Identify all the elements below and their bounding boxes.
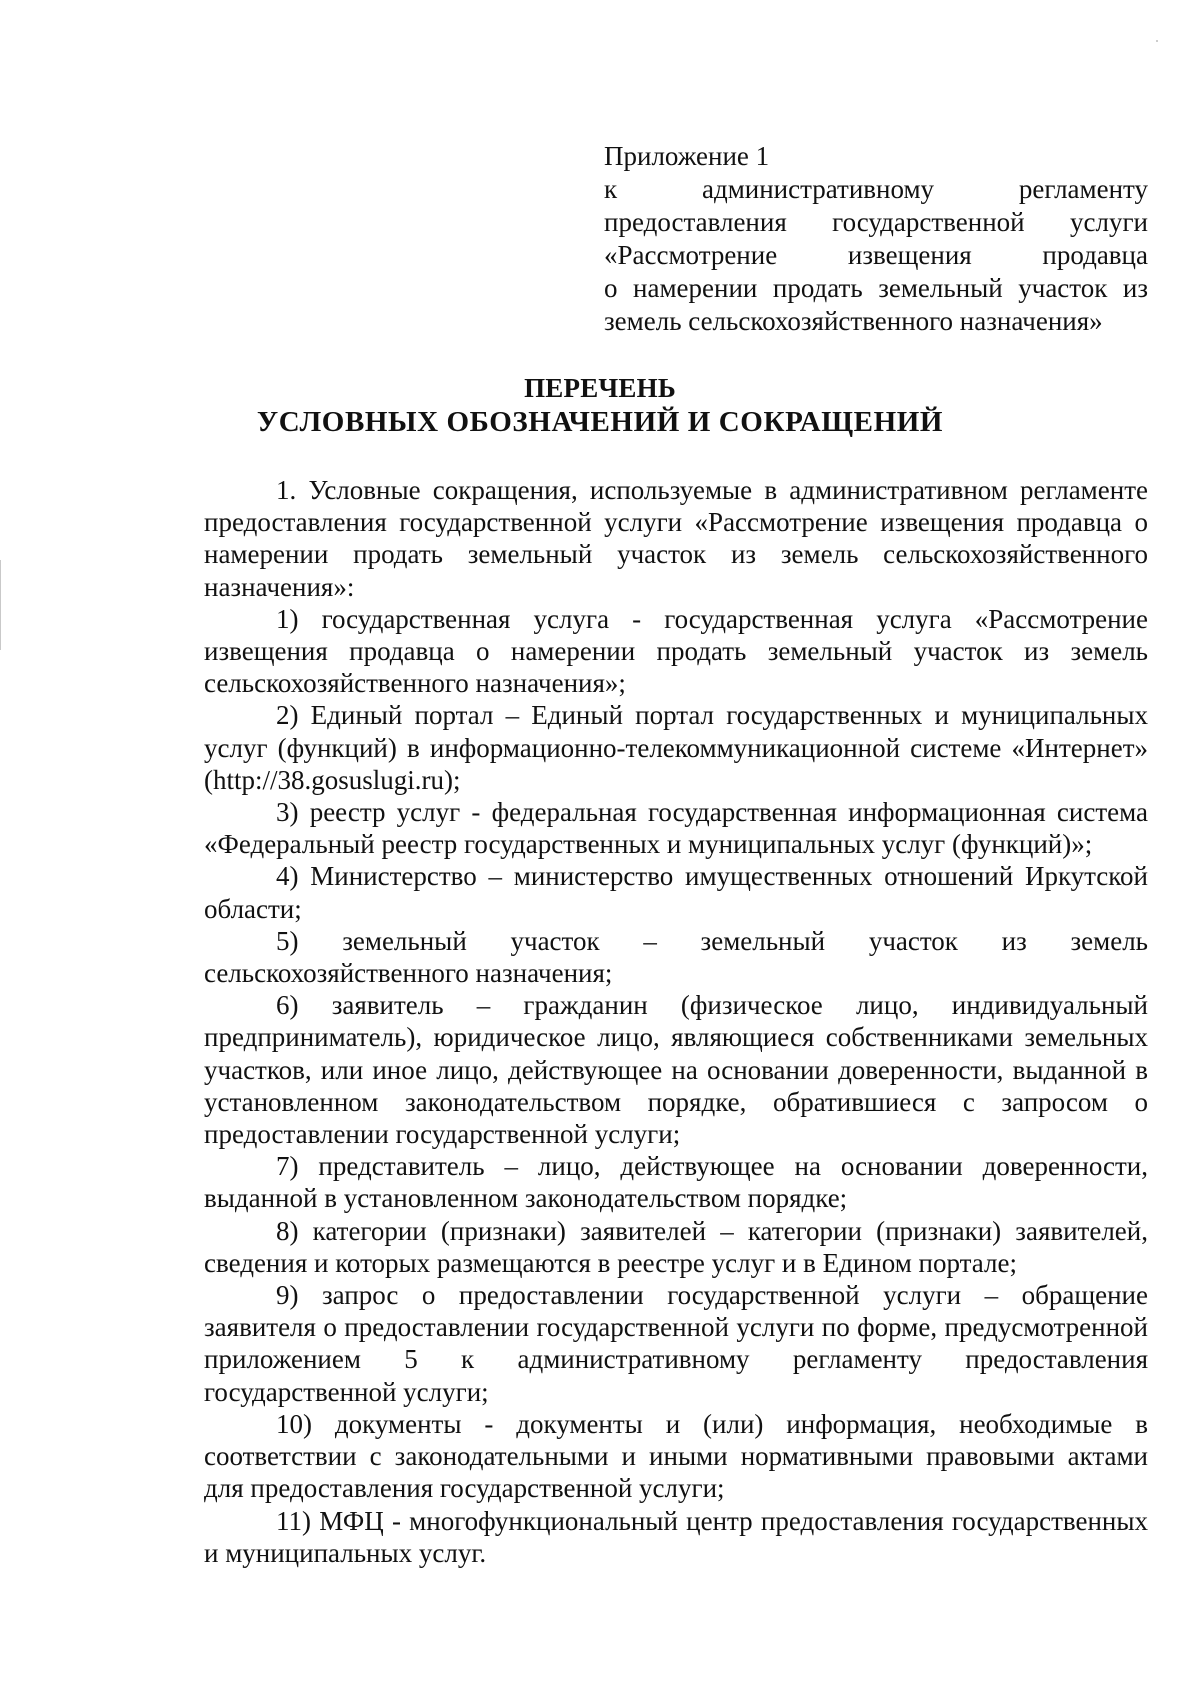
list-item: 6) заявитель – гражданин (физическое лицо, индивидуальный предприниматель), юридическое лицо, являющиеся собственниками земельных участков, или иное лицо, действующее на основании доверенности, выданной в установленном законодательством порядке, обратившиеся с запросом о предоставлении государственной услуги; xyxy=(204,990,1148,1150)
list-item: 4) Министерство – министерство имущественных отношений Иркутской области; xyxy=(204,861,1148,924)
appendix-line: предоставления государственной услуги xyxy=(604,207,1148,237)
paragraph-intro: 1. Условные сокращения, используемые в административном регламенте предоставления государственной услуги «Рассмотрение извещения продавца о намерении продать земельный участок из земель сельскохозяйственного назначения»: xyxy=(204,475,1148,602)
list-item: 1) государственная услуга - государственная услуга «Рассмотрение извещения продавца о намерении продать земельный участок из земель сельскохозяйственного назначения»; xyxy=(204,603,1148,699)
appendix-line: к административному регламенту xyxy=(604,174,1148,204)
document-subtitle: УСЛОВНЫХ ОБОЗНАЧЕНИЙ И СОКРАЩЕНИЙ xyxy=(256,406,944,438)
list-item: 11) МФЦ - многофункциональный центр предоставления государственных и муниципальных услуг. xyxy=(204,1505,1148,1568)
appendix-header xyxy=(604,140,1148,338)
appendix-line: земель сельскохозяйственного назначения» xyxy=(604,306,1103,336)
list-item: 9) запрос о предоставлении государственной услуги – обращение заявителя о предоставлении государственной услуги по форме, предусмотренной приложением 5 к административному регламенту предоставления государственной услуги; xyxy=(204,1280,1148,1407)
scan-edge-mark xyxy=(0,560,1,650)
list-item: 10) документы - документы и (или) информация, необходимые в соответствии с законодательными и иными нормативными правовыми актами для предоставления государственной услуги; xyxy=(204,1408,1148,1504)
appendix-line: «Рассмотрение извещения продавца xyxy=(604,240,1148,270)
document-body xyxy=(204,474,1148,1569)
appendix-line: о намерении продать земельный участок из xyxy=(604,273,1148,303)
list-item: 2) Единый портал – Единый портал государственных и муниципальных услуг (функций) в информационно-телекоммуникационной системе «Интернет» (http://38.gosuslugi.ru); xyxy=(204,700,1148,795)
list-item: 3) реестр услуг - федеральная государственная информационная система «Федеральный реестр государственных и муниципальных услуг (функций)»; xyxy=(204,797,1148,860)
list-item: 8) категории (признаки) заявителей – категории (признаки) заявителей, сведения и которых размещаются в реестре услуг и в Едином портале; xyxy=(204,1215,1148,1278)
list-item: 5) земельный участок – земельный участок из земель сельскохозяйственного назначения; xyxy=(204,925,1148,989)
appendix-line: Приложение 1 xyxy=(604,141,770,171)
scan-speck xyxy=(1156,40,1158,42)
list-item: 7) представитель – лицо, действующее на основании доверенности, выданной в установленном законодательством порядке; xyxy=(204,1151,1148,1214)
document-title: ПЕРЕЧЕНЬ xyxy=(524,373,676,403)
